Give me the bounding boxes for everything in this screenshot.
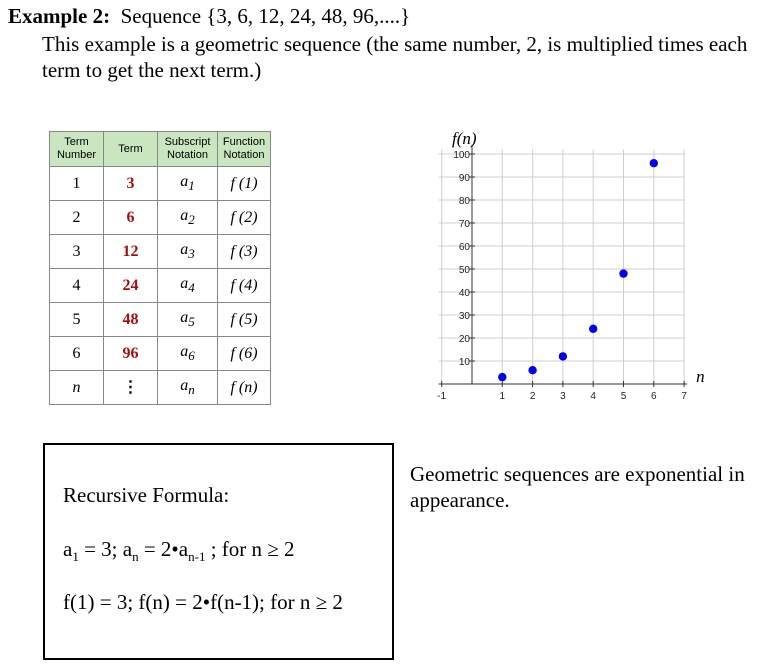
cell-function: f (3) [218,235,271,269]
cell-function: f (1) [218,167,271,201]
f-mid2: = 2•a [138,537,189,561]
x-tick-label: -1 [437,391,447,402]
table-row [50,269,271,303]
x-tick-label: 5 [620,391,627,402]
sub-base: a [180,376,189,394]
y-tick-label: 90 [458,173,470,184]
cell-subscript [158,371,218,405]
cell-term: 3 [104,167,158,201]
description: This example is a geometric sequence (the same number, 2, is multiplied times each term to get the next term.) [42,32,748,82]
recursive-formula-box [43,443,394,660]
cell-subscript [158,337,218,371]
cell-subscript [158,303,218,337]
cell-term-dots [104,371,158,405]
cell-function: f (5) [218,303,271,337]
f-prev-sub: n-1 [188,549,206,565]
y-axis-label: f(n) [452,129,477,148]
cell-subscript [158,167,218,201]
table-row-general [50,371,271,405]
sub-base: a [180,342,189,360]
example-label: Example 2: [8,4,111,28]
sub-base: a [180,206,189,224]
table-row [50,303,271,337]
cell-term: 12 [104,235,158,269]
cell-n: 5 [50,303,104,337]
data-point [619,269,627,277]
f-a1-sub: 1 [72,549,79,565]
sub-base: a [180,274,189,292]
sub-index: 2 [188,212,195,228]
cell-function: f (n) [218,371,271,405]
f-mid: = 3; a [78,537,133,561]
cell-n: 6 [50,337,104,371]
x-tick-label: 1 [499,391,506,402]
x-tick-label: 4 [590,391,596,402]
f-a1: a [63,537,73,561]
sub-base: a [180,240,189,258]
table-header-row [50,132,271,167]
col-subscript: Subscript Notation [158,132,218,167]
cell-n: 1 [50,167,104,201]
table-row [50,235,271,269]
y-tick-label: 100 [453,150,470,161]
y-tick-label: 40 [458,288,470,299]
y-tick-label: 50 [458,265,470,276]
sub-base: a [180,172,189,190]
data-point [528,366,536,374]
table-row [50,337,271,371]
example-heading [8,4,410,28]
data-point [589,325,597,333]
table-row [50,167,271,201]
cell-function: f (6) [218,337,271,371]
sub-index: 6 [188,348,195,364]
geometric-note: Geometric sequences are exponential in appearance. [410,462,745,512]
cell-term: 24 [104,269,158,303]
data-point [559,352,567,360]
cell-n: 3 [50,235,104,269]
formula-subscript-line [63,537,295,565]
x-tick-label: 3 [560,391,566,402]
sub-index: 1 [188,178,195,194]
x-tick-label: 6 [651,391,657,402]
y-tick-label: 70 [458,219,470,230]
sequence-text: Sequence {3, 6, 12, 24, 48, 96,....} [120,4,411,28]
col-term-number: Term Number [50,132,104,167]
y-tick-label: 60 [458,242,470,253]
formula-title: Recursive Formula: [63,483,230,507]
x-axis-label: n [696,367,705,386]
f-tail: ; for n ≥ 2 [205,537,295,561]
sub-index: 3 [188,246,195,262]
sequence-plot [410,128,705,413]
cell-subscript [158,269,218,303]
data-point [650,159,658,167]
cell-function: f (2) [218,201,271,235]
x-tick-label: 7 [681,391,687,402]
sub-index: 5 [188,314,195,330]
sub-base: a [180,308,189,326]
cell-function: f (4) [218,269,271,303]
y-tick-label: 80 [458,196,470,207]
cell-n: 2 [50,201,104,235]
y-tick-label: 30 [458,311,470,322]
formula-function-line: f(1) = 3; f(n) = 2•f(n-1); for n ≥ 2 [63,590,343,614]
sub-index: n [188,382,195,398]
y-tick-label: 10 [458,357,470,368]
cell-term: 96 [104,337,158,371]
cell-subscript [158,235,218,269]
f-an-sub: n [132,549,139,565]
cell-subscript [158,201,218,235]
vertical-ellipsis: ⋮ [122,378,139,396]
cell-n: n [50,371,104,405]
sub-index: 4 [188,280,195,296]
cell-n: 4 [50,269,104,303]
col-function: Function Notation [218,132,271,167]
cell-term: 6 [104,201,158,235]
table-row [50,201,271,235]
data-point [498,373,506,381]
y-tick-label: 20 [458,334,470,345]
x-tick-label: 2 [529,391,536,402]
cell-term: 48 [104,303,158,337]
col-term: Term [104,132,158,167]
sequence-table [49,131,271,405]
